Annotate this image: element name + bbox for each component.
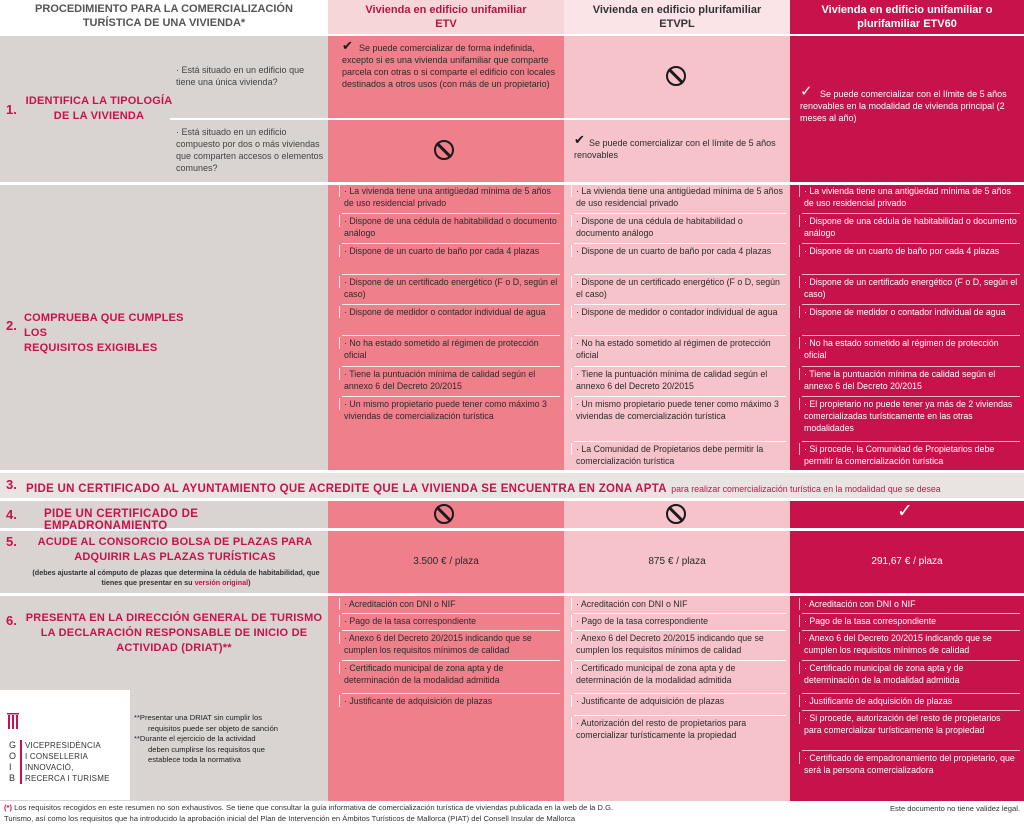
item-separator bbox=[342, 630, 560, 631]
item-marker bbox=[799, 662, 800, 674]
question-multi-dwelling: · Está situado en un edificio compuesto por dos o más viviendas que comparten accesos o elementos comunes? bbox=[176, 127, 324, 173]
prohibited-icon bbox=[666, 504, 686, 524]
item-marker bbox=[799, 695, 800, 707]
footer-legal-note: Este documento no tiene validez legal. bbox=[889, 804, 1020, 813]
item-marker bbox=[339, 185, 340, 197]
item-separator bbox=[574, 213, 786, 214]
item-marker bbox=[799, 276, 800, 288]
prohibited-icon bbox=[434, 140, 454, 160]
section-4-title: PIDE UN CERTIFICADO DE EMPADRONAMIENTO bbox=[44, 508, 199, 532]
header-procedure: PROCEDIMIENTO PARA LA COMERCIALIZACIÓN TURÍSTICA DE UNA VIVIENDA* bbox=[35, 3, 293, 29]
header-etv60: Vivienda en edificio unifamiliar o plurifamiliar ETV60 bbox=[821, 4, 993, 30]
list-item: · Justificante de adquisición de plazas bbox=[576, 696, 725, 706]
item-separator bbox=[802, 243, 1020, 244]
etv-q1-text: Se puede comercializar de forma indefinida, excepto si es una vivienda unifamiliar que comparte parcela con otras o si comparte el edificio con locales destinados a otros usos (con más de un propietario) bbox=[342, 43, 556, 89]
list-item: · La vivienda tiene una antigüedad mínima de 5 años de uso residencial privado bbox=[344, 186, 551, 208]
list-item: · Dispone de una cédula de habitabilidad o documento análogo bbox=[576, 216, 743, 238]
item-marker bbox=[571, 662, 572, 674]
item-marker bbox=[799, 337, 800, 349]
item-separator bbox=[342, 613, 560, 614]
item-marker bbox=[799, 215, 800, 227]
item-separator bbox=[802, 613, 1020, 614]
item-marker bbox=[799, 615, 800, 627]
item-marker bbox=[799, 368, 800, 380]
item-marker bbox=[339, 632, 340, 644]
section-4-number: 4. bbox=[6, 507, 17, 522]
section-1-number: 1. bbox=[6, 102, 17, 117]
list-item: · Acreditación con DNI o NIF bbox=[804, 599, 916, 609]
item-separator bbox=[802, 335, 1020, 336]
item-marker bbox=[571, 598, 572, 610]
footer-disclaimer: (*) Los requisitos recogidos en este resumen no son exhaustivos. Se tiene que consultar la guía informativa de comercialización turística de viviendas publicada en la web de la D.G. Turismo, así como los requisitos que ha introducido la aprobación inicial del Plan de Intervención en Ámbitos Turísticos de Mallorca (PIAT) del Consell Insular de Mallorca bbox=[4, 803, 614, 823]
prohibited-icon bbox=[666, 66, 686, 86]
item-marker bbox=[799, 306, 800, 318]
item-separator bbox=[802, 660, 1020, 661]
item-marker bbox=[339, 276, 340, 288]
question-single-dwelling: · Está situado en un edificio que tiene una única vivienda? bbox=[176, 65, 305, 87]
item-separator bbox=[802, 441, 1020, 442]
item-separator bbox=[342, 243, 560, 244]
section-2-number: 2. bbox=[6, 318, 17, 333]
list-item: · Dispone de una cédula de habitabilidad o documento análogo bbox=[344, 216, 557, 238]
item-separator bbox=[802, 366, 1020, 367]
item-marker bbox=[339, 368, 340, 380]
item-marker bbox=[339, 598, 340, 610]
item-marker bbox=[799, 443, 800, 455]
item-marker bbox=[799, 752, 800, 764]
item-marker bbox=[571, 245, 572, 257]
item-separator bbox=[574, 366, 786, 367]
header-etv: Vivienda en edificio unifamiliar ETV bbox=[365, 4, 527, 30]
item-marker bbox=[571, 185, 572, 197]
list-item: · No ha estado sometido al régimen de protección oficial bbox=[804, 338, 999, 360]
check-icon: ✔ bbox=[574, 132, 585, 147]
etv60-s1-text: Se puede comercializar con el límite de 5 años renovables en la modalidad de vivienda principal (2 meses al año) bbox=[800, 89, 1007, 123]
section-3-title: PIDE UN CERTIFICADO AL AYUNTAMIENTO QUE ACREDITE QUE LA VIVIENDA SE ENCUENTRA EN ZONA APTA para realizar comercialización turística en la modalidad que se desea bbox=[26, 483, 941, 495]
row-divider bbox=[0, 498, 1024, 501]
row-divider bbox=[0, 34, 1024, 36]
item-separator bbox=[574, 243, 786, 244]
list-item: · No ha estado sometido al régimen de protección oficial bbox=[344, 338, 539, 360]
list-item: · Dispone de un cuarto de baño por cada 4 plazas bbox=[344, 246, 540, 256]
item-separator bbox=[342, 335, 560, 336]
item-marker bbox=[571, 306, 572, 318]
list-item: · Un mismo propietario puede tener como máximo 3 viviendas de comercialización turística bbox=[576, 399, 779, 421]
item-marker bbox=[799, 398, 800, 410]
list-item: · Anexo 6 del Decreto 20/2015 indicando que se cumplen los requisitos mínimos de calidad bbox=[576, 633, 764, 655]
item-marker bbox=[799, 185, 800, 197]
government-logo-icon bbox=[7, 713, 21, 731]
item-separator bbox=[574, 660, 786, 661]
check-icon: ✓ bbox=[800, 83, 813, 100]
list-item: · Acreditación con DNI o NIF bbox=[344, 599, 456, 609]
item-separator bbox=[342, 660, 560, 661]
list-item: · El propietario no puede tener ya más de 2 viviendas comercializadas turísticamente en las otras modalidades bbox=[804, 399, 1013, 433]
list-item: · Acreditación con DNI o NIF bbox=[576, 599, 688, 609]
item-separator bbox=[802, 693, 1020, 694]
section-6-title: PRESENTA EN LA DIRECCIÓN GENERAL DE TURISMO LA DECLARACIÓN RESPONSABLE DE INICIO DE ACTIVIDAD (DRIAT)** bbox=[25, 612, 323, 654]
section-6-number: 6. bbox=[6, 613, 17, 628]
item-separator bbox=[574, 715, 786, 716]
price-etv: 3.500 € / plaza bbox=[413, 556, 479, 567]
item-separator bbox=[342, 304, 560, 305]
item-separator bbox=[574, 335, 786, 336]
list-item: · Pago de la tasa correspondiente bbox=[344, 616, 477, 626]
item-marker bbox=[799, 245, 800, 257]
list-item: · La vivienda tiene una antigüedad mínima de 5 años de uso residencial privado bbox=[804, 186, 1011, 208]
list-item: · Certificado municipal de zona apta y de determinación de la modalidad admitida bbox=[344, 663, 504, 685]
item-separator bbox=[574, 396, 786, 397]
list-item: · Dispone de un certificado energético (F o D, según el caso) bbox=[804, 277, 1018, 299]
item-marker bbox=[339, 306, 340, 318]
item-separator bbox=[574, 304, 786, 305]
item-marker bbox=[339, 615, 340, 627]
list-item: · Si procede, la Comunidad de Propietarios debe permitir la comercialización turística bbox=[804, 444, 995, 466]
item-marker bbox=[339, 662, 340, 674]
item-marker bbox=[799, 598, 800, 610]
section-2-title: COMPRUEBA QUE CUMPLES LOS REQUISITOS EXIGIBLES bbox=[24, 312, 184, 354]
item-marker bbox=[571, 717, 572, 729]
list-item: · Certificado de empadronamiento del propietario, que será la persona comercializadora bbox=[804, 753, 1015, 775]
section-5-note: (debes ajustarte al cómputo de plazas que determina la cédula de habitabilidad, que tienes que presentar en su versión original) bbox=[32, 568, 320, 587]
list-item: · Si procede, autorización del resto de propietarios para comercializar turísticamente la propiedad bbox=[804, 713, 1001, 735]
item-separator bbox=[802, 304, 1020, 305]
item-marker bbox=[571, 632, 572, 644]
item-separator bbox=[802, 630, 1020, 631]
check-icon: ✓ bbox=[897, 501, 913, 522]
item-separator bbox=[802, 213, 1020, 214]
item-marker bbox=[571, 215, 572, 227]
row-divider bbox=[170, 118, 790, 120]
price-etvpl: 875 € / plaza bbox=[648, 556, 706, 567]
item-marker bbox=[571, 276, 572, 288]
item-separator bbox=[342, 693, 560, 694]
item-separator bbox=[574, 693, 786, 694]
item-marker bbox=[339, 215, 340, 227]
item-separator bbox=[574, 630, 786, 631]
item-separator bbox=[802, 396, 1020, 397]
list-item: · La vivienda tiene una antigüedad mínima de 5 años de uso residencial privado bbox=[576, 186, 783, 208]
list-item: · Anexo 6 del Decreto 20/2015 indicando que se cumplen los requisitos mínimos de calidad bbox=[344, 633, 532, 655]
item-separator bbox=[802, 274, 1020, 275]
list-item: · Pago de la tasa correspondiente bbox=[804, 616, 937, 626]
section-1-title: IDENTIFICA LA TIPOLOGÍA DE LA VIVIENDA bbox=[25, 95, 173, 122]
list-item: · Dispone de un certificado energético (F o D, según el caso) bbox=[344, 277, 558, 299]
item-marker bbox=[571, 337, 572, 349]
row-divider bbox=[0, 593, 1024, 596]
item-separator bbox=[342, 366, 560, 367]
list-item: · Certificado municipal de zona apta y de determinación de la modalidad admitida bbox=[804, 663, 964, 685]
list-item: · Autorización del resto de propietarios para comercializar turísticamente la propiedad bbox=[576, 718, 747, 740]
item-marker bbox=[339, 245, 340, 257]
item-separator bbox=[342, 213, 560, 214]
item-separator bbox=[342, 274, 560, 275]
list-item: · Dispone de medidor o contador individual de agua bbox=[344, 307, 546, 317]
prohibited-icon bbox=[434, 504, 454, 524]
header-etvpl: Vivienda en edificio plurifamiliar ETVPL bbox=[592, 4, 762, 30]
list-item: · Dispone de un cuarto de baño por cada 4 plazas bbox=[576, 246, 772, 256]
item-separator bbox=[342, 396, 560, 397]
list-item: · Dispone de medidor o contador individual de agua bbox=[576, 307, 778, 317]
item-separator bbox=[574, 274, 786, 275]
list-item: · Dispone de un cuarto de baño por cada 4 plazas bbox=[804, 246, 1000, 256]
list-item: · Certificado municipal de zona apta y de determinación de la modalidad admitida bbox=[576, 663, 736, 685]
list-item: · Dispone de una cédula de habitabilidad o documento análogo bbox=[804, 216, 1017, 238]
etvpl-q2-text: Se puede comercializar con el límite de 5 años renovables bbox=[574, 138, 776, 160]
section-5-title: ACUDE AL CONSORCIO BOLSA DE PLAZAS PARA ADQUIRIR LAS PLAZAS TURÍSTICAS bbox=[37, 536, 313, 563]
list-item: · Dispone de un certificado energético (F o D, según el caso) bbox=[576, 277, 780, 299]
item-marker bbox=[799, 712, 800, 724]
list-item: · Pago de la tasa correspondiente bbox=[576, 616, 709, 626]
item-marker bbox=[571, 398, 572, 410]
item-marker bbox=[339, 337, 340, 349]
item-marker bbox=[571, 368, 572, 380]
logo-text: VICEPRESIDÈNCIA I CONSELLERIA INNOVACIÓ, RECERCA I TURISME bbox=[25, 741, 110, 783]
price-etv60: 291,67 € / plaza bbox=[871, 556, 943, 567]
item-separator bbox=[802, 710, 1020, 711]
list-item: · Tiene la puntuación mínima de calidad según el annexo 6 del Decreto 20/2015 bbox=[804, 369, 996, 391]
list-item: · Tiene la puntuación mínima de calidad según el annexo 6 del Decreto 20/2015 bbox=[344, 369, 536, 391]
driat-notes: **Presentar una DRIAT sin cumplir los requisitos puede ser objeto de sanción **Durante el ejercicio de la actividad deben cumplirse los requisitos que establece toda la normativa bbox=[134, 713, 279, 764]
item-marker bbox=[571, 695, 572, 707]
logo-letters: G O I B bbox=[9, 740, 17, 783]
list-item: · Tiene la puntuación mínima de calidad según el annexo 6 del Decreto 20/2015 bbox=[576, 369, 768, 391]
list-item: · Justificante de adquisición de plazas bbox=[804, 696, 953, 706]
section-3-number: 3. bbox=[6, 477, 17, 492]
list-item: · Dispone de medidor o contador individual de agua bbox=[804, 307, 1006, 317]
item-separator bbox=[574, 613, 786, 614]
item-marker bbox=[571, 443, 572, 455]
logo-divider bbox=[20, 740, 22, 784]
item-marker bbox=[339, 695, 340, 707]
list-item: · Justificante de adquisición de plazas bbox=[344, 696, 493, 706]
list-item: · Anexo 6 del Decreto 20/2015 indicando que se cumplen los requisitos mínimos de calidad bbox=[804, 633, 992, 655]
list-item: · La Comunidad de Propietarios debe permitir la comercialización turística bbox=[576, 444, 764, 466]
item-separator bbox=[802, 750, 1020, 751]
list-item: · Un mismo propietario puede tener como máximo 3 viviendas de comercialización turística bbox=[344, 399, 547, 421]
section-5-number: 5. bbox=[6, 534, 17, 549]
check-icon: ✔ bbox=[342, 38, 353, 53]
list-item: · No ha estado sometido al régimen de protección oficial bbox=[576, 338, 771, 360]
item-marker bbox=[339, 398, 340, 410]
item-marker bbox=[571, 615, 572, 627]
item-marker bbox=[799, 632, 800, 644]
item-separator bbox=[574, 441, 786, 442]
